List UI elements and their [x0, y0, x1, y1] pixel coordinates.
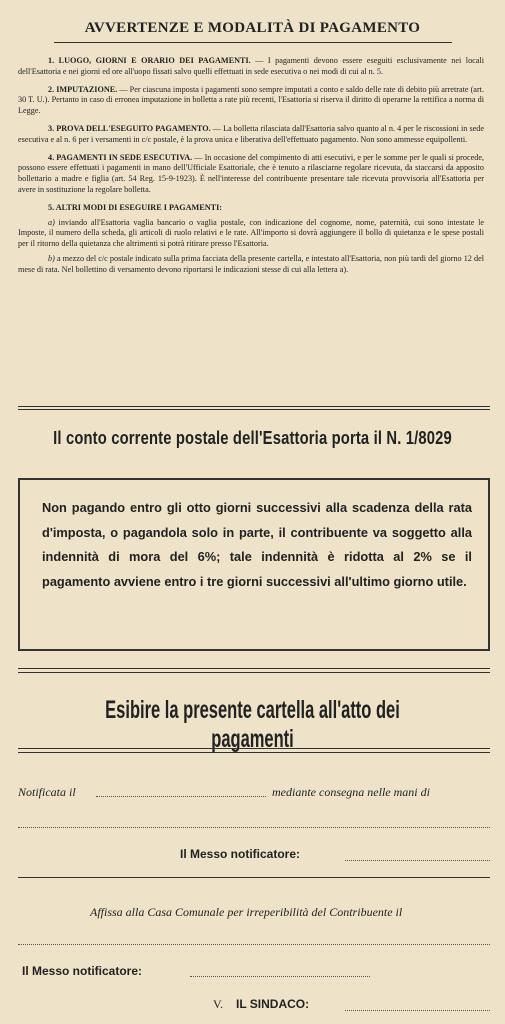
late-payment-notice-box [18, 478, 490, 651]
mediante-label: mediante consegna nelle mani di [272, 785, 430, 799]
subsection-b [18, 254, 484, 276]
section-body: — La bolletta rilasciata dall'Esattoria salvo quanto al n. 4 per le riscossioni in sede esecutiva e al n. 6 per i versamenti in c/c postale, è la prova unica e liberativa dell'effettuato pagamento. Non sono ammesse equipollenti. [18, 123, 484, 144]
section-title: 2. IMPUTAZIONE. [48, 84, 118, 94]
notificata-label: Notificata il [18, 785, 76, 799]
section-title: 1. LUOGO, GIORNI E ORARIO DEI PAGAMENTI. [48, 56, 251, 65]
notificata-date-field[interactable] [96, 796, 266, 797]
divider [18, 406, 490, 407]
recipient-field[interactable] [18, 827, 490, 828]
payment-rules [18, 56, 484, 280]
page-title: AVVERTENZE E MODALITÀ DI PAGAMENTO [84, 20, 421, 36]
section-body: — I pagamenti devono essere eseguiti esclusivamente nei locali dell'Esattoria e nei giorni ed ore all'uopo fissati salvo quelli effettuati in sede esecutiva o nei modi di cui al n. 5. [18, 56, 484, 76]
subsection-label: b) [48, 253, 55, 263]
affissa-label: Affissa alla Casa Comunale per irreperibilità del Contribuente il [90, 905, 403, 919]
section-title: 4. PAGAMENTI IN SEDE ESECUTIVA. [48, 152, 193, 162]
title-underline [54, 42, 452, 43]
late-payment-notice: Non pagando entro gli otto giorni successivi alla scadenza della rata d'imposta, o pagandola solo in parte, il contribuente va soggetto alla indennità di mora del 6%; tale indennità è ridotta al 2% se il pagamento avviene entro i tre giorni successivi all'ultimo giorno utile. [42, 500, 472, 589]
subsection-body: inviando all'Esattoria vaglia bancario o vaglia postale, con indicazione del cognome, nome, paternità, cui sono intestate le Imposte, il numero della scheda, gli articoli di ruolo relativi e le rate. All'importo si dovrà aggiungere il bollo di quietanza e le spese postali per il ritorno della quietanza che altrimenti si potrà ritirare presso l'Esattoria. [18, 217, 485, 249]
section-title: 3. PROVA DELL'ESEGUITO PAGAMENTO. [48, 123, 211, 133]
divider [18, 409, 490, 410]
section-5 [18, 203, 484, 214]
section-title: 5. ALTRI MODI DI ESEGUIRE I PAGAMENTI: [48, 202, 223, 212]
sindaco-prefix: V. [213, 997, 224, 1011]
messo-signature-field[interactable] [190, 976, 370, 977]
affissa-date-field[interactable] [18, 944, 490, 945]
sindaco-label: IL SINDACO: [236, 997, 310, 1011]
section-3 [18, 124, 484, 146]
divider [18, 668, 490, 669]
divider [18, 877, 490, 878]
subsection-body: a mezzo del c/c postale indicato sulla prima facciata della presente cartella, e intestato all'Esattoria, non più tardi del giorno 12 del mese di rata. Nel bollettino di versamento devono riportarsi le indicazioni stesse di cui alla lettera a). [18, 253, 485, 274]
section-body: — In occasione del compimento di atti esecutivi, e per le somme per le quali si procede, possono essere effettuati i pagamenti in mano dell'Ufficiale Esattoriale, che è tenuto a rilasciarne regolare ricevuta, da staccarsi da apposito bollettario a madre e figlia (art. 54 Reg. 15-9-1923). È nell'interesse del contribuente presentare tale ricevuta provvisoria all'Esattoria per avere in sostituzione la regolare bolletta. [18, 152, 484, 194]
divider [18, 672, 490, 673]
divider [18, 752, 490, 753]
messo-signature-field[interactable] [345, 860, 490, 861]
sindaco-signature-field[interactable] [345, 1010, 490, 1011]
messo-notificatore-label: Il Messo notificatore: [180, 847, 301, 861]
divider [18, 748, 490, 749]
section-2 [18, 85, 484, 117]
subsection-label: a) [48, 217, 55, 227]
messo-notificatore-label: Il Messo notificatore: [22, 964, 143, 978]
show-cartella-heading: Esibire la presente cartella all'atto dei pagamenti [105, 696, 400, 753]
section-4 [18, 153, 484, 196]
section-body: — Per ciascuna imposta i pagamenti sono sempre imputati a conto e saldo delle rate di debito più arretrate (art. 30 T. U.). Pertanto in caso di erronea imputazione in bolletta a rate più recenti, l'Esattoria si riserva il diritto di operarne la rettifica a norma di Legge. [18, 84, 484, 116]
section-1 [18, 56, 484, 78]
postal-account-heading: Il conto corrente postale dell'Esattoria porta il N. 1/8029 [53, 428, 452, 448]
subsection-a [18, 218, 484, 250]
